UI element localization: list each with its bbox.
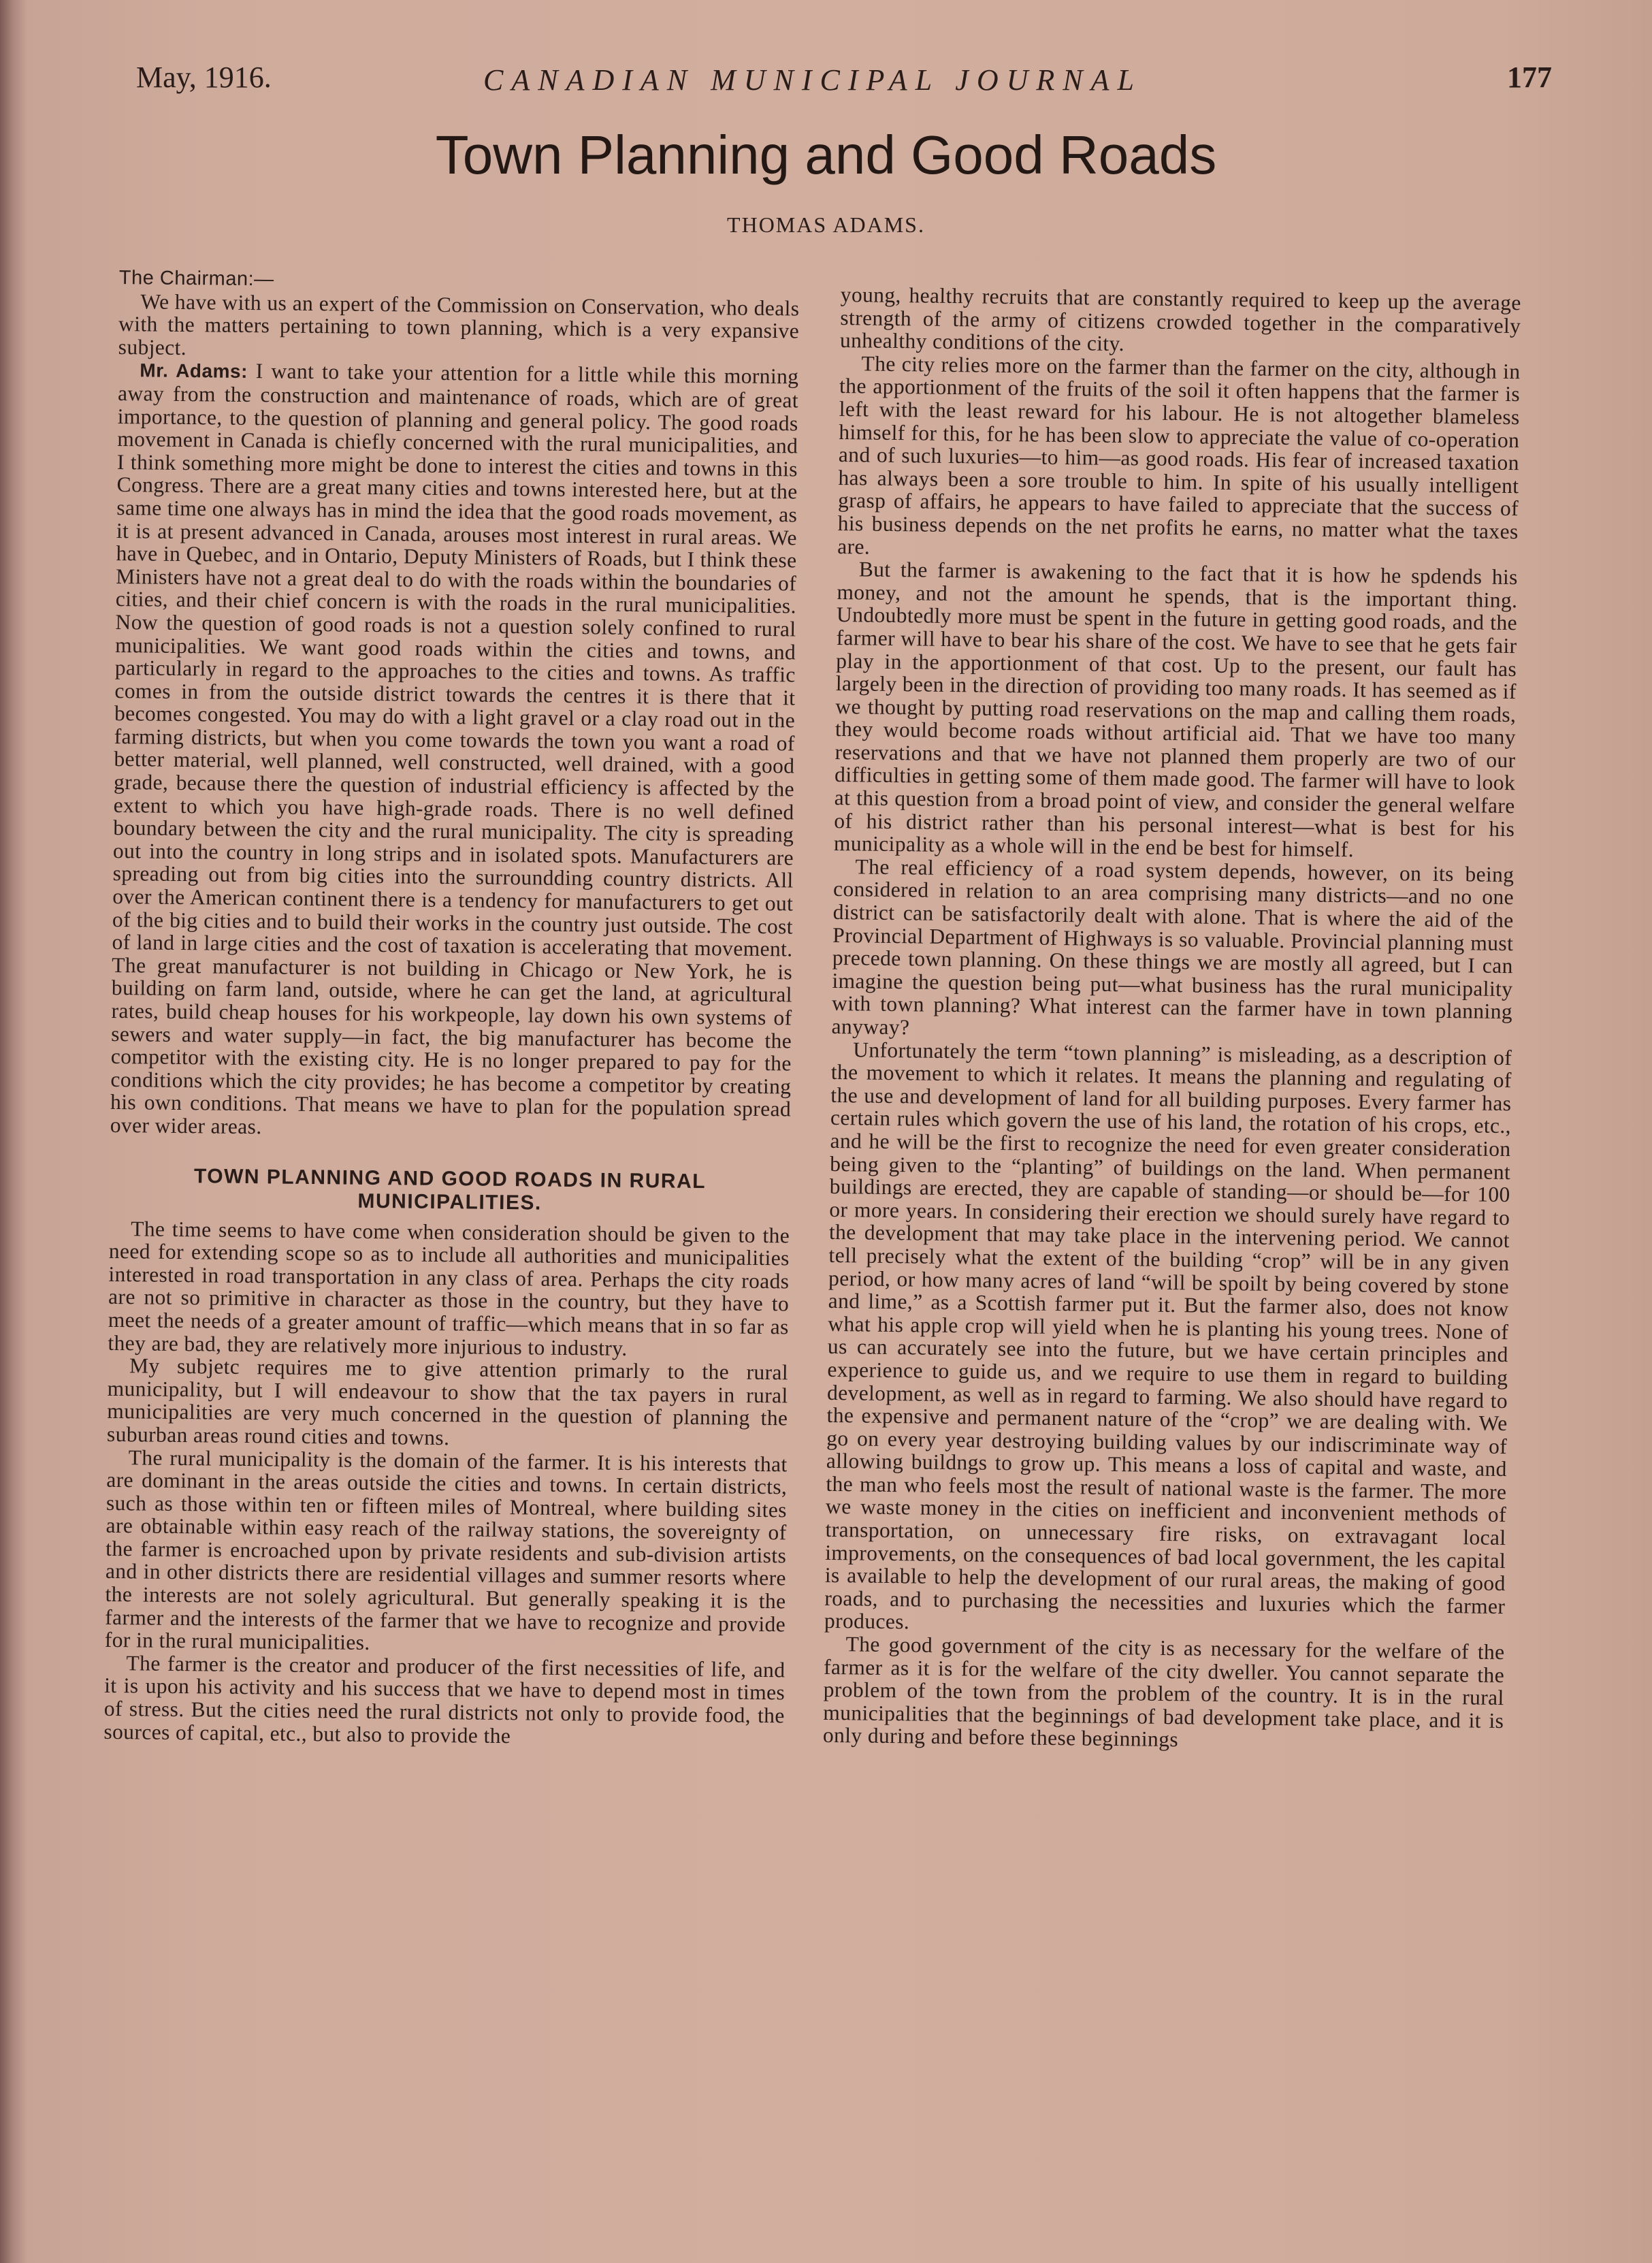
paragraph: The time seems to have come when consideration should be given to the need for extending scope so as to include all authorities and municipalities interested in road transportation in any class of area. Perhaps the city roads are not so primitive in character as those in the country, but they have to meet the needs of a greater amount of traffic—which means that in so far as they are bad, they are relatively more injurious to industry. [108,1216,790,1360]
chairman-label: The Chairman:— [118,267,274,291]
paragraph: The rural municipality is the domain of the farmer. It is his interests that are dominant in the areas outside the cities and towns. In certain districts, such as those within ten or fifteen miles of Montreal, where building sites are obtainable within easy reach of the railway stations, the sovereignty of the farmer is encroached upon by private residents and sub-division artists and in other districts there are residential villages and summer resorts where the interests are not solely agricultural. But generally speaking it is the farmer and the interests of the farmer that we have to recognize and provide for in the rural municipalities. [104,1445,788,1655]
paragraph: The farmer is the creator and producer of the first necessities of life, and it is upon his activity and his success that we have to depend most in times of stress. But the cities need the rural districts not only to provide food, the sources of capital, etc., but also to provide the [103,1651,785,1748]
paragraph: But the farmer is awakening to the fact that it is how he spdends his money, and not the amount he spends, that is the important thing. Undoubtedly more must be spent in the future in getting good roads, and the farmer will have to bear his share of the cost. We have to see that he gets fair play in the apportionment of that cost. Up to the present, our fault has largely been in the direction of providing too many roads. It has seemed as if we thought by putting road reservations on the map and calling them roads, they would become roads without artificial aid. That we have too many reservations and that we have not planned them properly are two of our difficulties in getting some of them made good. The farmer will have to look at this question from a broad point of view, and consider the general welfare of his district rather than his personal interest—what is best for his municipality as a whole will in the end be best for himself. [833,557,1519,862]
paragraph-text: I want to take your attention for a little while this morning away from the construction and maintenance of roads, which are of great importance, to the question of planning and general policy. The good roads movement in Canada is chiefly concerned with the rural municipalities, and I think something more might be done to interest the cities and towns in this Congress. There are a great many cities and towns interested here, but at the same time one always has in mind the idea that the good roads movement, as it is at present advanced in Canada, arouses most interest in rural areas. We have in Quebec, and in Ontario, Deputy Ministers of Roads, but I think these Ministers have not a great deal to do with the roads within the boundaries of cities, and their chief concern is with the roads in the rural municipalities. Now the question of good roads is not a question solely confined to rural municipalities. We want good roads within the cities and towns, and particularly in regard to the approaches to the cities and towns. As traffic comes in from the outside district towards the centres it is there that it becomes congested. You may do with a light gravel or a clay road out in the farming districts, but when you come towards the town you want a road of better material, well planned, well constructed, well drained, with a good grade, because there the question of industrial efficiency is affected by the extent to which you have high-grade roads. There is no well defined boundary between the city and the rural municipality. The city is spreading out into the country in long strips and in isolated spots. Manufacturers are spreading out from big cities into the surroundding country districts. All over the American continent there is a tendency for manufacturers to get out of the big cities and to build their works in the country just outside. The cost of land in large cities and the cost of taxation is accelerating that movement. The great manufacturer is not building in Chicago or New York, he is building on farm land, outside, where he can get the land, at agricultural rates, build cheap houses for his workpeople, lay down his own systems of sewers and water supply—in fact, the big manufacturer has become the competitor with the existing city. He is no longer prepared to pay for the conditions which the city provides; he has become a competitor by creating his own conditions. That means we have to plan for the population spread over wider areas. [110,359,799,1139]
section-subheading: TOWN PLANNING AND GOOD ROADS IN RURAL MUNICIPALITIES. [193,1164,707,1215]
paragraph: The good government of the city is as necessary for the welfare of the farmer as it is for the welfare of the city dweller. You cannot separate the problem of the town from the problem of the country. It is in the rural municipalities that the beginnings of bad development take place, and it is only during and before these beginnings [822,1632,1505,1752]
chairman-paragraph: We have with us an expert of the Commission on Conservation, who deals with the matters pertaining to town planning, which is a very expansive subject. [118,289,800,359]
running-header [136,60,1552,114]
paragraph: The real efficiency of a road system depends, however, on its being considered in relation to an area comprising many districts—and no one district can be satisfactorily dealt with alone. That is where the aid of the Provincial Department of Highways is so valuable. Provincial planning must precede town planning. On these things we are mostly all agreed, but I can imagine the question being put—what business has the rural municipality with town planning? What interest can the farmer have in town planning anyway? [831,854,1515,1040]
issue-date: May, 1916. [136,61,272,94]
article-author: THOMAS ADAMS. [727,212,925,237]
paragraph: young, healthy recruits that are constantly required to keep up the average strength of the army of citizens crowded together in the comparatively unhealthy conditions of the city. [839,283,1521,356]
left-column [103,267,800,1750]
speaker-label: Mr. Adams: [140,359,248,383]
paragraph: Unfortunately the term “town planning” is misleading, as a description of the movement to which it relates. It means the planning and regulating of the use and development of land for all building purposes. Every farmer has certain rules which govern the use of his land, the rotation of his crops, etc., and he will be the first to recognize the need for even greater consideration being given to the “planting” of buildings on the land. When permanent buildings are erected, they are capable of standing—or should be—for 100 or more years. In considering their erection we should surely have regard to the development that may take place in the intervening period. We cannot tell precisely what the extent of the building “crop” will be in any given period, or how many acres of land “will be spoilt by being covered by stone and lime,” as a Scottish farmer put it. But the farmer also, does not know what his apple crop will yield when he is planting his young trees. None of us can accurately see into the future, but we have certain principles and experience to guide us, and we require to use them in regard to building development, as well as in regard to farming. We also should have regard to the expensive and permanent nature of the “crop” we are dealing with. We go on every year destroying building values by our indiscriminate way of allowing buildngs to grow up. This means a loss of capital and waste, and the man who feels most the result of national waste is the farmer. The more we waste money in the cities on inefficient and inconvenient methods of transportation, on unnecessary fire risks, on extravagant local improvements, on the consequences of bad local government, the les capital is available to help the development of our rural areas, the making of good roads, and to purchasing the necessities and luxuries which the farmer produces. [824,1037,1512,1634]
paragraph: The city relies more on the farmer than the farmer on the city, although in the apportionment of the fruits of the soil it often happens that the farmer is left with the least reward for his labour. He is not altogether blameless himself for this, for he has been slow to appreciate the value of co-operation and of such luxuries—to him—as good roads. His fear of increased taxation has always been a sore trouble to him. In spite of his usually intelligent grasp of affairs, he appears to have failed to appreciate that the success of his business depends on the net profits he earns, no matter what the taxes are. [837,351,1521,559]
journal-name: CANADIAN MUNICIPAL JOURNAL [483,63,1142,97]
article-title: Town Planning and Good Roads [435,125,1217,185]
paragraph: My subjetc requires me to give attention primarly to the rural municipality, but I will endeavour to show that the tax payers in rural municipalities are very much concerned in the question of planning the suburban areas round cities and towns. [106,1353,789,1450]
page-number: 177 [1507,61,1552,94]
right-column [823,283,1521,1755]
speaker-paragraph [110,358,799,1144]
